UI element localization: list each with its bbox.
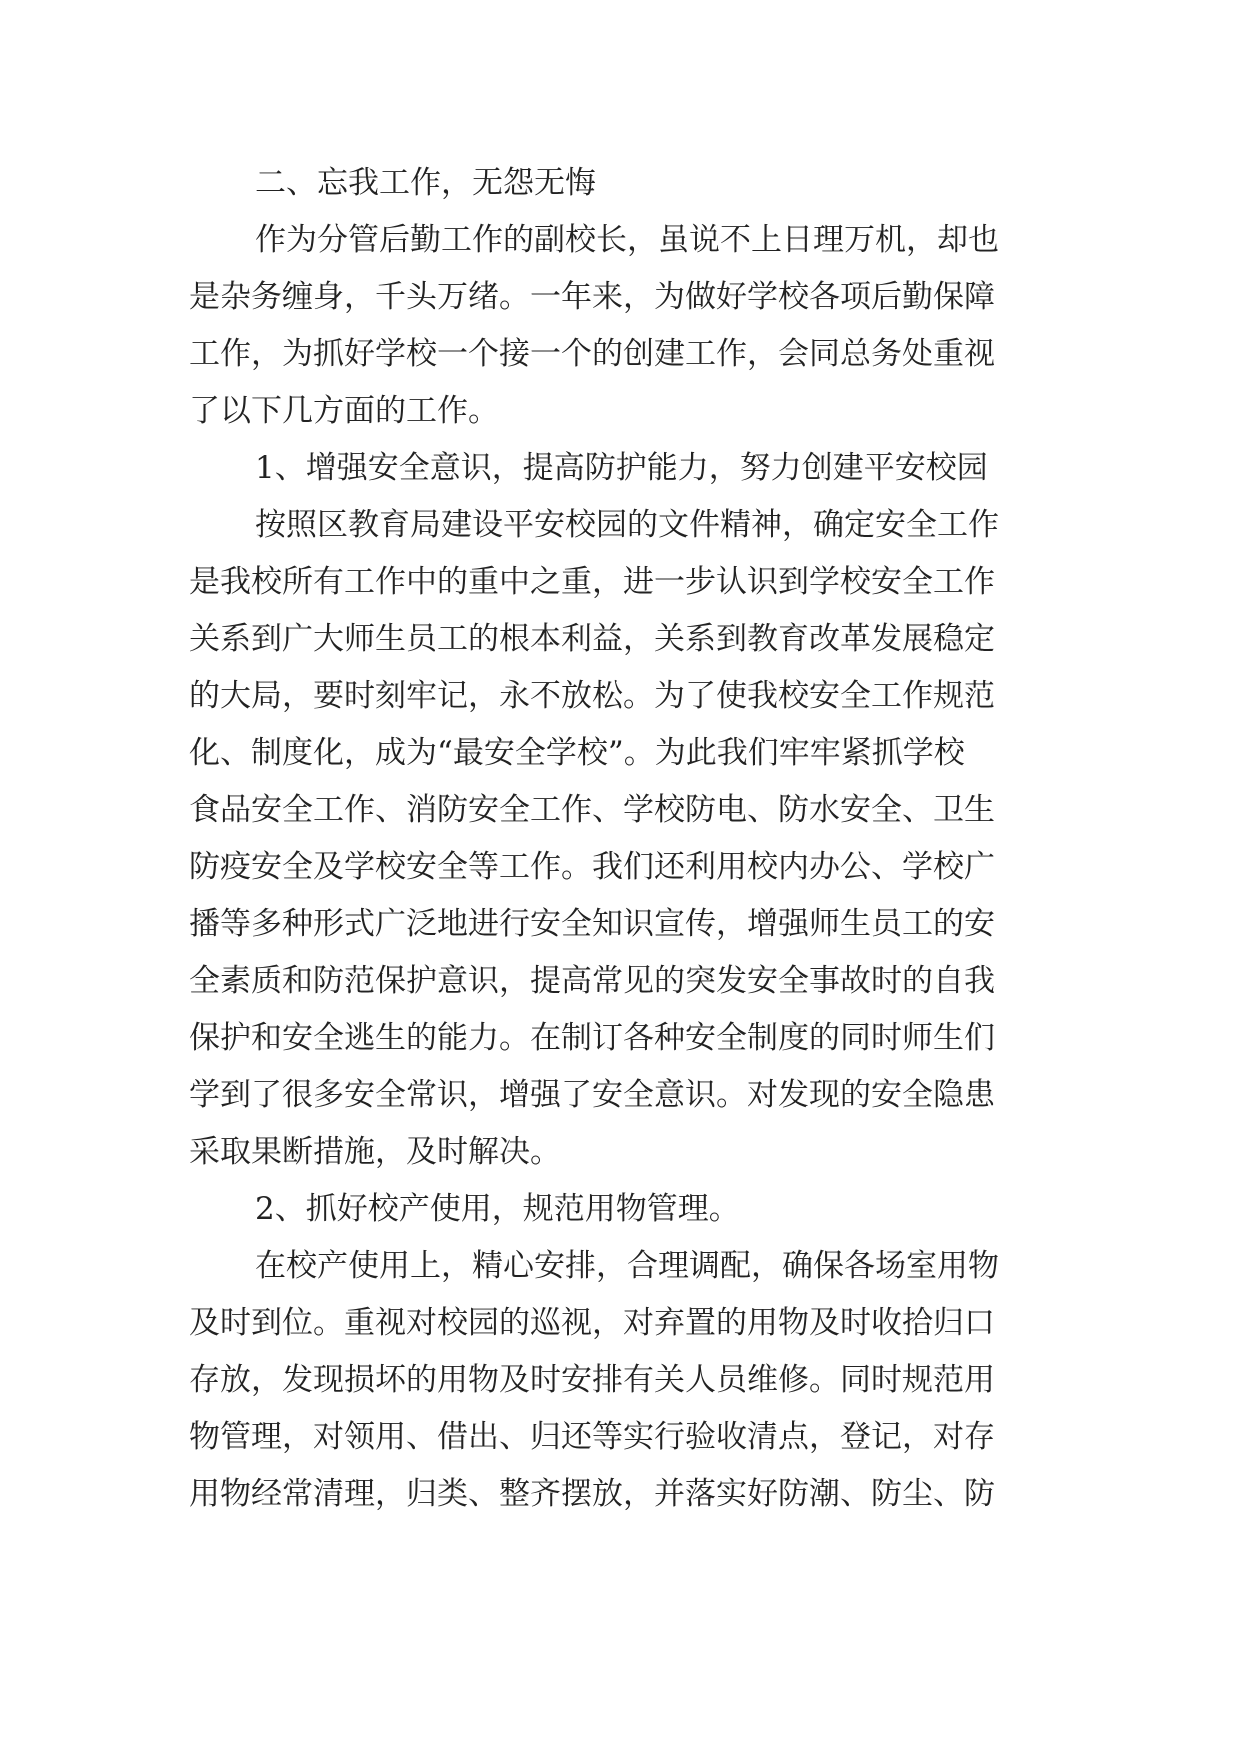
paragraph-line: 了以下几方面的工作。	[189, 393, 499, 429]
paragraph-line: 播等多种形式广泛地进行安全知识宣传，增强师生员工的安	[189, 906, 995, 942]
paragraph-line: 按照区教育局建设平安校园的文件精神，确定安全工作	[255, 507, 999, 543]
paragraph-line: 全素质和防范保护意识，提高常见的突发安全事故时的自我	[189, 963, 995, 999]
paragraph-line: 及时到位。重视对校园的巡视，对弃置的用物及时收拾归口	[189, 1305, 995, 1341]
paragraph-line: 是我校所有工作中的重中之重，进一步认识到学校安全工作	[189, 564, 995, 600]
paragraph-line: 关系到广大师生员工的根本利益，关系到教育改革发展稳定	[189, 621, 995, 657]
paragraph-line: 在校产使用上，精心安排，合理调配，确保各场室用物	[255, 1248, 999, 1284]
paragraph-line: 工作，为抓好学校一个接一个的创建工作，会同总务处重视	[189, 336, 995, 372]
paragraph-line: 化、制度化，成为“最安全学校”。为此我们牢牢紧抓学校	[189, 735, 965, 771]
paragraph-line: 存放，发现损坏的用物及时安排有关人员维修。同时规范用	[189, 1362, 995, 1398]
paragraph-line: 是杂务缠身，千头万绪。一年来，为做好学校各项后勤保障	[189, 279, 995, 315]
paragraph-line: 防疫安全及学校安全等工作。我们还利用校内办公、学校广	[189, 849, 995, 885]
paragraph-line: 的大局，要时刻牢记，永不放松。为了使我校安全工作规范	[189, 678, 995, 714]
paragraph-line: 作为分管后勤工作的副校长，虽说不上日理万机，却也	[255, 222, 999, 258]
section-heading: 二、忘我工作，无怨无悔	[255, 165, 596, 201]
subsection-heading: 2、抓好校产使用，规范用物管理。	[255, 1191, 740, 1227]
subsection-heading: 1、增强安全意识，提高防护能力，努力创建平安校园	[255, 450, 988, 486]
paragraph-line: 学到了很多安全常识，增强了安全意识。对发现的安全隐患	[189, 1077, 995, 1113]
paragraph-line: 保护和安全逃生的能力。在制订各种安全制度的同时师生们	[189, 1020, 995, 1056]
paragraph-line: 食品安全工作、消防安全工作、学校防电、防水安全、卫生	[189, 792, 995, 828]
paragraph-line: 用物经常清理，归类、整齐摆放，并落实好防潮、防尘、防	[189, 1476, 995, 1512]
paragraph-line: 物管理，对领用、借出、归还等实行验收清点，登记，对存	[189, 1419, 995, 1455]
paragraph-line: 采取果断措施，及时解决。	[189, 1134, 561, 1170]
